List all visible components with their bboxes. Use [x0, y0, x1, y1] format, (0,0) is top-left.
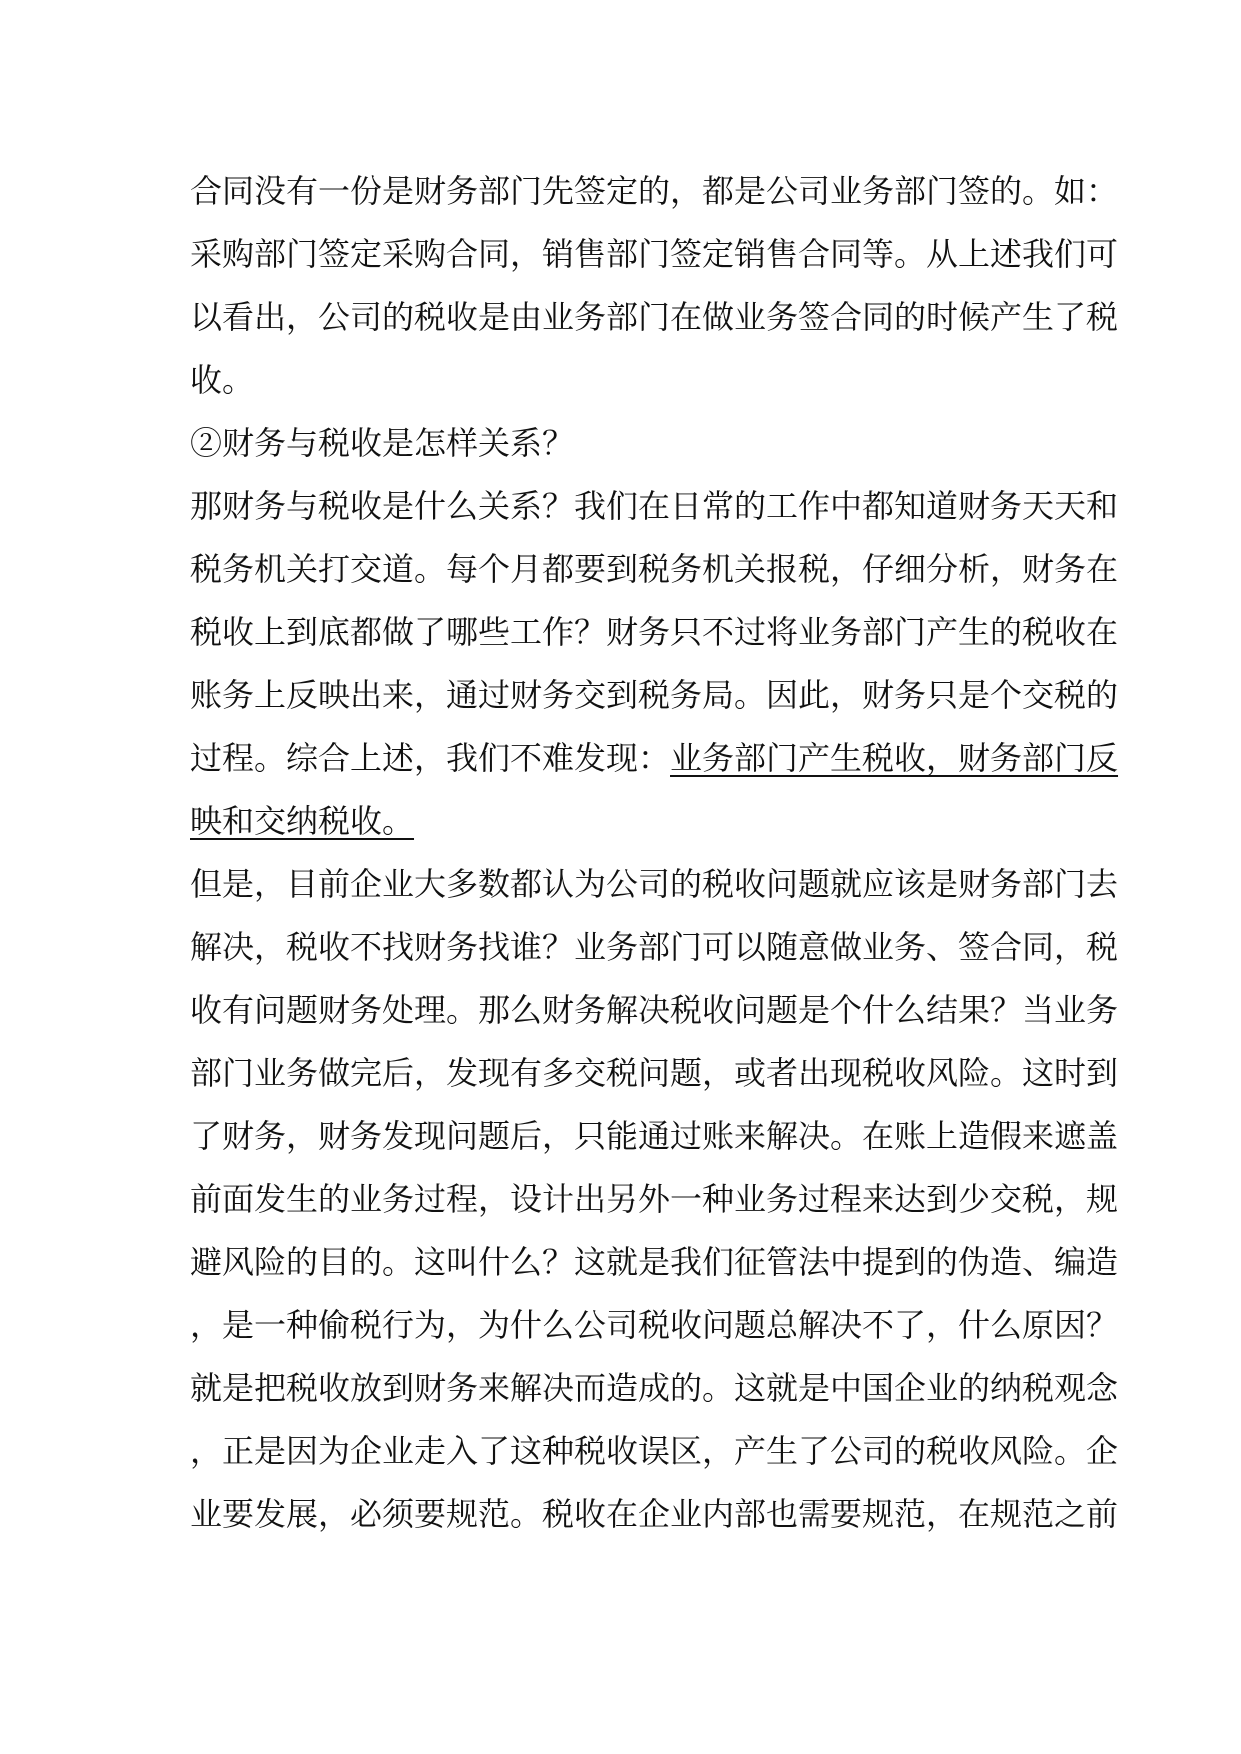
text-line: 避风险的目的。这叫什么？这就是我们征管法中提到的伪造、编造 [190, 1243, 1119, 1281]
text-line: 前面发生的业务过程，设计出另外一种业务过程来达到少交税，规 [190, 1180, 1119, 1218]
text-line: 合同没有一份是财务部门先签定的，都是公司业务部门签的。如： [190, 172, 1119, 210]
text-line: ，是一种偷税行为，为什么公司税收问题总解决不了，什么原因？ [190, 1306, 1119, 1344]
text-line: 以看出，公司的税收是由业务部门在做业务签合同的时候产生了税 [190, 298, 1119, 336]
text-line: 业要发展，必须要规范。税收在企业内部也需要规范，在规范之前 [190, 1495, 1119, 1533]
underlined-text: 映和交纳税收。 [190, 802, 415, 840]
text-line: 了财务，财务发现问题后，只能通过账来解决。在账上造假来遮盖 [190, 1117, 1119, 1155]
text-line: 收。 [190, 361, 255, 399]
text-line: 解决，税收不找财务找谁？业务部门可以随意做业务、签合同，税 [190, 928, 1119, 966]
text-line: 收有问题财务处理。那么财务解决税收问题是个什么结果？当业务 [190, 991, 1119, 1029]
text-line: 但是，目前企业大多数都认为公司的税收问题就应该是财务部门去 [190, 865, 1119, 903]
text-line: 采购部门签定采购合同，销售部门签定销售合同等。从上述我们可 [190, 235, 1119, 273]
text-line: 账务上反映出来，通过财务交到税务局。因此，财务只是个交税的 [190, 676, 1119, 714]
text-line [190, 790, 1050, 853]
document-body [190, 160, 1119, 1546]
text-line: 那财务与税收是什么关系？我们在日常的工作中都知道财务天天和 [190, 487, 1119, 525]
text-line: 税收上到底都做了哪些工作？财务只不过将业务部门产生的税收在 [190, 613, 1119, 651]
text-line: 就是把税收放到财务来解决而造成的。这就是中国企业的纳税观念 [190, 1369, 1119, 1407]
text-line: 部门业务做完后，发现有多交税问题，或者出现税收风险。这时到 [190, 1054, 1119, 1092]
underlined-text: 业务部门产生税收，财务部门反 [670, 739, 1119, 777]
section-heading: ②财务与税收是怎样关系？ [190, 424, 575, 462]
text-line: ，正是因为企业走入了这种税收误区，产生了公司的税收风险。企 [190, 1432, 1119, 1470]
text-line: 税务机关打交道。每个月都要到税务机关报税，仔细分析，财务在 [190, 550, 1119, 588]
text-line-with-emphasis [190, 727, 1119, 790]
text-segment: 过程。综合上述，我们不难发现： [190, 739, 671, 777]
